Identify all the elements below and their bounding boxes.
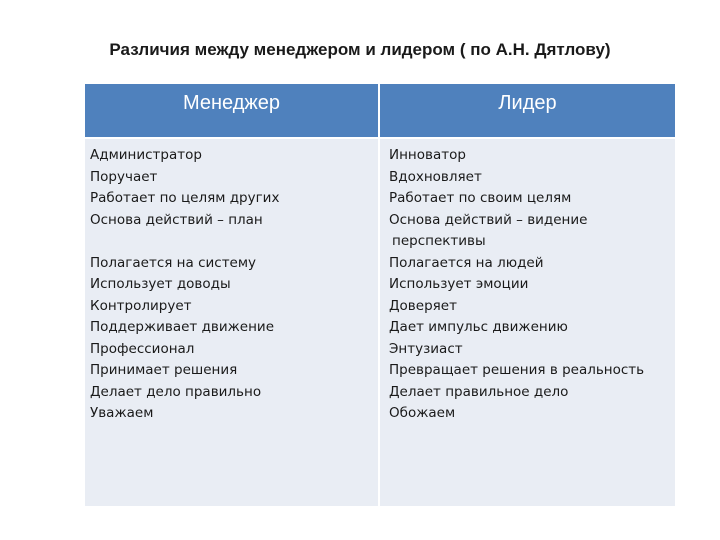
list-item: Работает по целям других — [90, 190, 280, 206]
leader-traits-list — [389, 145, 675, 425]
list-item: Полагается на систему — [90, 254, 257, 271]
list-item: Уважаем — [90, 405, 154, 421]
leader-column-header: Лидер — [379, 84, 675, 138]
list-item: Вдохновляет — [389, 168, 482, 185]
list-item: Администратор — [90, 147, 202, 163]
leader-traits-cell — [379, 138, 675, 506]
table-header-row — [85, 84, 675, 138]
list-item: Использует эмоции — [389, 276, 529, 292]
manager-column-header: Менеджер — [85, 84, 379, 138]
list-item: Энтузиаст — [389, 340, 463, 357]
list-item: Инноватор — [389, 147, 466, 163]
list-spacer — [90, 231, 378, 253]
list-item: Доверяет — [389, 297, 457, 314]
list-item: Делает правильное дело — [389, 383, 569, 400]
list-item: Поддерживает движение — [90, 319, 275, 335]
list-item: Превращает решения в реальность — [389, 362, 645, 378]
list-item: Профессионал — [90, 340, 195, 357]
list-item: перспективы — [392, 233, 486, 249]
list-item: Основа действий – план — [90, 211, 263, 228]
list-item: Делает дело правильно — [90, 383, 262, 400]
list-item: Обожаем — [389, 405, 456, 421]
list-item: Принимает решения — [90, 362, 238, 378]
table-body-row — [85, 138, 675, 506]
list-item: Основа действий – видение — [389, 211, 588, 228]
manager-traits-list — [90, 145, 378, 425]
list-item: Работает по своим целям — [389, 190, 572, 206]
list-item: Использует доводы — [90, 276, 231, 292]
list-item: Дает импульс движению — [389, 319, 568, 335]
slide-title: Различия между менеджером и лидером ( по А.Н. Дятлову) — [109, 40, 611, 59]
list-item: Поручает — [90, 168, 158, 185]
list-item: Полагается на людей — [389, 254, 544, 271]
manager-traits-cell — [85, 138, 379, 506]
comparison-table — [85, 84, 675, 506]
list-item: Контролирует — [90, 297, 192, 314]
